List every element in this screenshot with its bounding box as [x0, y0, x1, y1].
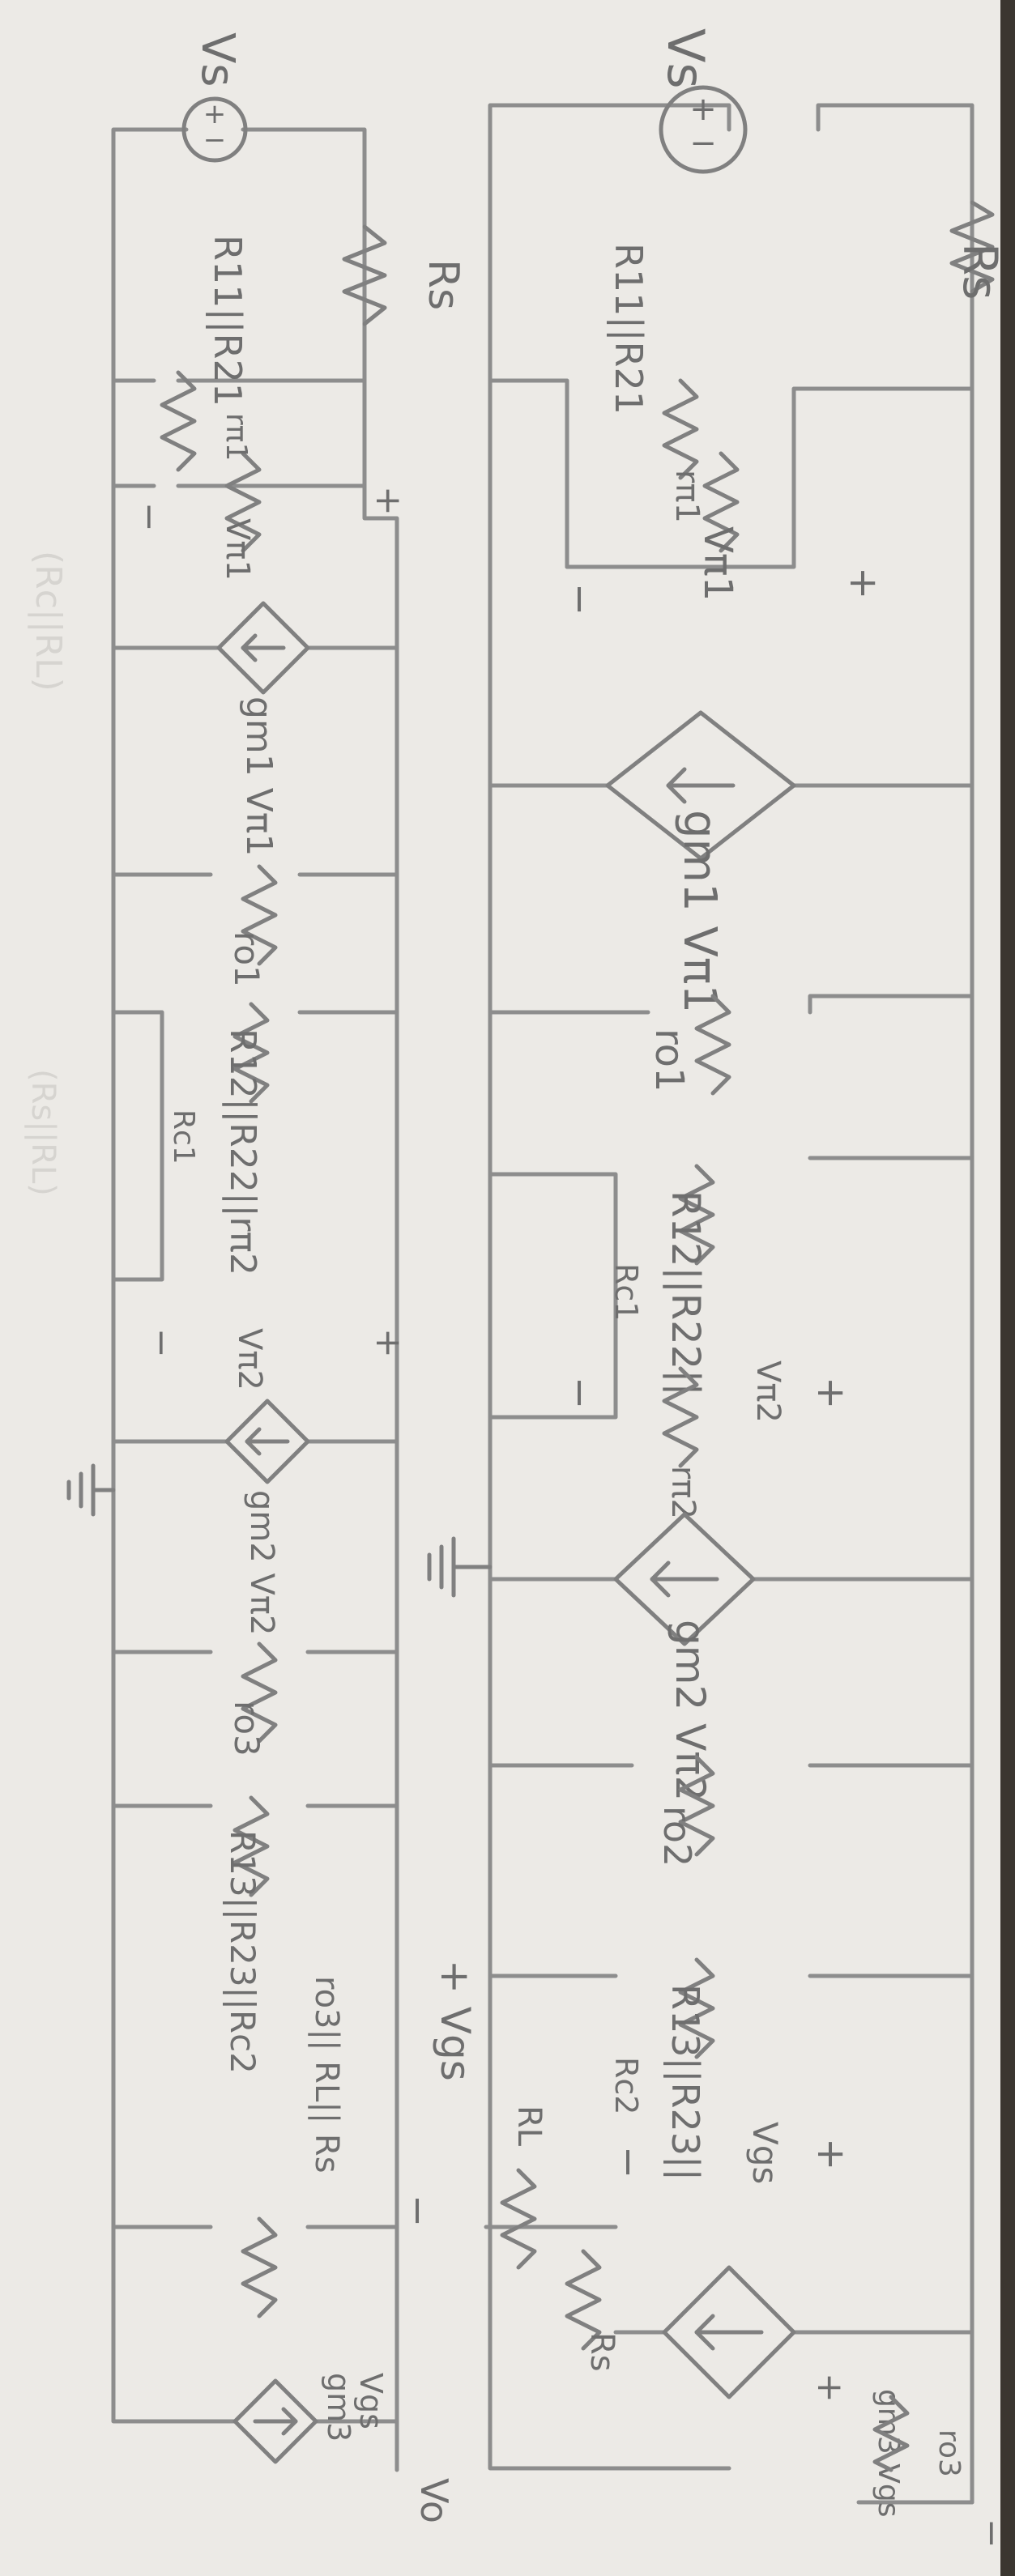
top-ground-symbol [429, 1539, 490, 1595]
svg-text:+: + [841, 567, 886, 600]
bottom-r-in-label [205, 235, 249, 407]
bottom-v-pi2-plus [368, 1328, 409, 1358]
svg-text:rπ2: rπ2 [664, 1466, 702, 1519]
top-rs-load-label [583, 2332, 621, 2372]
bottom-v-pi1-minus [129, 502, 170, 532]
faint-mark-1 [28, 551, 69, 692]
top-ro1-label [646, 1028, 692, 1092]
bottom-ro2-label [227, 1701, 267, 1756]
svg-text:Vπ1: Vπ1 [695, 526, 740, 602]
top-vgs-plus [808, 2138, 854, 2170]
svg-text:gm2 Vπ2: gm2 Vπ2 [243, 1490, 280, 1636]
top-gm1-label [673, 810, 726, 1013]
svg-text:−: − [203, 124, 227, 156]
svg-text:R11||R21: R11||R21 [607, 243, 650, 415]
bottom-ro1-label [227, 931, 267, 987]
svg-text:Rc1: Rc1 [167, 1109, 200, 1165]
bottom-gm2-label [243, 1490, 280, 1635]
svg-text:(Rs||RL): (Rs||RL) [24, 1069, 62, 1196]
svg-text:−: − [689, 125, 717, 162]
bottom-v-pi1-plus [368, 486, 409, 516]
svg-text:+: + [368, 1328, 409, 1358]
top-r-pi2-label [664, 1466, 702, 1519]
svg-text:ro2: ro2 [655, 1806, 699, 1867]
svg-text:ro3: ro3 [227, 1701, 267, 1756]
svg-text:R11||R21: R11||R21 [206, 235, 249, 407]
svg-text:R13||R23||: R13||R23|| [663, 1984, 707, 2181]
svg-text:+: + [808, 1377, 854, 1410]
bottom-rload-resistor [243, 2219, 275, 2316]
svg-text:rπ1: rπ1 [668, 470, 706, 523]
top-shunt1-bottom [490, 381, 567, 567]
svg-text:Vπ2: Vπ2 [749, 1360, 787, 1423]
top-gm2-label [667, 1620, 714, 1801]
top-ro2-label [655, 1806, 699, 1867]
svg-text:gm1 Vπ1: gm1 Vπ1 [673, 810, 726, 1014]
bottom-gm3-label [321, 2373, 356, 2442]
top-right-minus [971, 2519, 1013, 2548]
top-rl-label [510, 2106, 548, 2147]
circuit-top [429, 28, 1013, 2548]
bottom-rload-label [308, 1976, 345, 2174]
svg-text:−: − [557, 583, 603, 616]
svg-text:ro1: ro1 [646, 1028, 692, 1092]
top-right-plus [809, 2373, 851, 2403]
top-rl-resistor [502, 2170, 535, 2267]
top-rs-label [953, 243, 1008, 300]
top-vgs-label [745, 2122, 785, 2184]
svg-text:Vs: Vs [191, 32, 244, 87]
bottom-r-pi1-label [220, 413, 253, 461]
bottom-v-pi2-label [231, 1328, 268, 1390]
top-rout-label [663, 1984, 707, 2181]
svg-text:−: − [141, 1328, 182, 1358]
top-gm3-source [664, 2267, 794, 2397]
svg-text:−: − [129, 502, 170, 532]
bottom-r-in-resistor [162, 373, 194, 470]
svg-text:gm3 Vgs: gm3 Vgs [872, 2389, 905, 2518]
bottom-rmid-label [222, 1028, 263, 1275]
svg-text:gm3: gm3 [321, 2373, 356, 2442]
svg-text:Rc2: Rc2 [608, 2057, 644, 2115]
svg-text:R12||R22||rπ2: R12||R22||rπ2 [222, 1028, 263, 1275]
svg-text:rπ1: rπ1 [220, 413, 253, 462]
svg-text:+: + [808, 2138, 854, 2171]
top-vgs-minus [606, 2146, 651, 2178]
bottom-vgs-label [432, 1960, 479, 2081]
bottom-vs-label [191, 32, 244, 87]
bottom-rmid-bottom [113, 1012, 162, 1279]
svg-text:ro3: ro3 [932, 2429, 966, 2477]
bottom-v-pi1-label [219, 518, 256, 581]
svg-text:Vπ2: Vπ2 [231, 1328, 268, 1390]
svg-text:ro3|| RL|| Rs: ro3|| RL|| Rs [308, 1976, 345, 2174]
bottom-rmid-rc-label [167, 1109, 200, 1165]
top-vs-label [656, 28, 715, 89]
top-r-in-resistor [664, 381, 697, 478]
svg-text:gm1 Vπ1: gm1 Vπ1 [238, 696, 279, 857]
svg-text:ro1: ro1 [227, 931, 267, 987]
top-rmid-rc-label [608, 1263, 644, 1321]
top-v-pi2-label [749, 1360, 787, 1423]
top-voltage-source [661, 87, 745, 172]
svg-text:+: + [809, 2373, 851, 2403]
svg-text:Rc1: Rc1 [608, 1263, 644, 1322]
bottom-gm1-source [219, 603, 308, 692]
top-ro3-label [932, 2429, 966, 2477]
bottom-vgs-minus [395, 2195, 441, 2227]
faint-mark-2 [24, 1069, 62, 1196]
svg-text:−: − [395, 2195, 441, 2228]
svg-text:R13||R23||Rc2: R13||R23||Rc2 [223, 1830, 262, 2074]
circuit-bottom [69, 32, 479, 2523]
bottom-gm3-vgs-label [353, 2373, 389, 2429]
top-shunt1-top [567, 389, 972, 567]
svg-text:(Rc||RL): (Rc||RL) [28, 551, 69, 692]
svg-text:+ Vgs: + Vgs [432, 1960, 479, 2081]
bottom-rs-label [419, 259, 467, 310]
bottom-gm2-source [227, 1401, 308, 1482]
bottom-voltage-source [184, 98, 245, 160]
top-rout-rc-label [608, 2057, 644, 2114]
top-ro1-top [810, 996, 972, 1012]
svg-text:R12||R22||: R12||R22|| [663, 1190, 708, 1396]
svg-text:Rs: Rs [419, 259, 467, 311]
top-v-pi2-minus [557, 1377, 603, 1409]
svg-text:+: + [203, 98, 227, 130]
svg-text:Vs: Vs [656, 28, 715, 89]
bottom-gm3-source [235, 2381, 316, 2462]
svg-text:Vgs: Vgs [745, 2122, 785, 2185]
bottom-left-rail [113, 130, 194, 2421]
svg-text:Vo: Vo [412, 2478, 456, 2524]
svg-text:RL: RL [510, 2106, 548, 2147]
top-rmid-label [663, 1190, 708, 1396]
svg-text:Vgs: Vgs [353, 2373, 389, 2429]
svg-text:Rs: Rs [953, 243, 1008, 300]
bottom-vo-label [412, 2478, 456, 2523]
svg-text:Rs: Rs [583, 2332, 621, 2372]
svg-text:gm2 Vπ2: gm2 Vπ2 [667, 1620, 714, 1802]
bottom-v-pi2-minus [141, 1328, 182, 1358]
bottom-gm1-label [238, 696, 279, 856]
svg-text:−: − [606, 2146, 651, 2179]
svg-text:+: + [689, 91, 717, 128]
bottom-rout-label [223, 1830, 262, 2074]
svg-text:−: − [557, 1377, 603, 1410]
bottom-ground-symbol [69, 1466, 113, 1514]
top-v-pi1-label [695, 526, 740, 601]
svg-text:Vπ1: Vπ1 [219, 518, 256, 581]
svg-text:+: + [368, 486, 409, 516]
top-v-pi2-plus [808, 1377, 854, 1409]
svg-text:−: − [971, 2519, 1013, 2548]
top-r-pi1-label [668, 470, 706, 523]
top-v-pi1-minus [557, 583, 603, 615]
top-v-pi1-plus [841, 567, 886, 599]
top-r-in-label [606, 243, 650, 415]
